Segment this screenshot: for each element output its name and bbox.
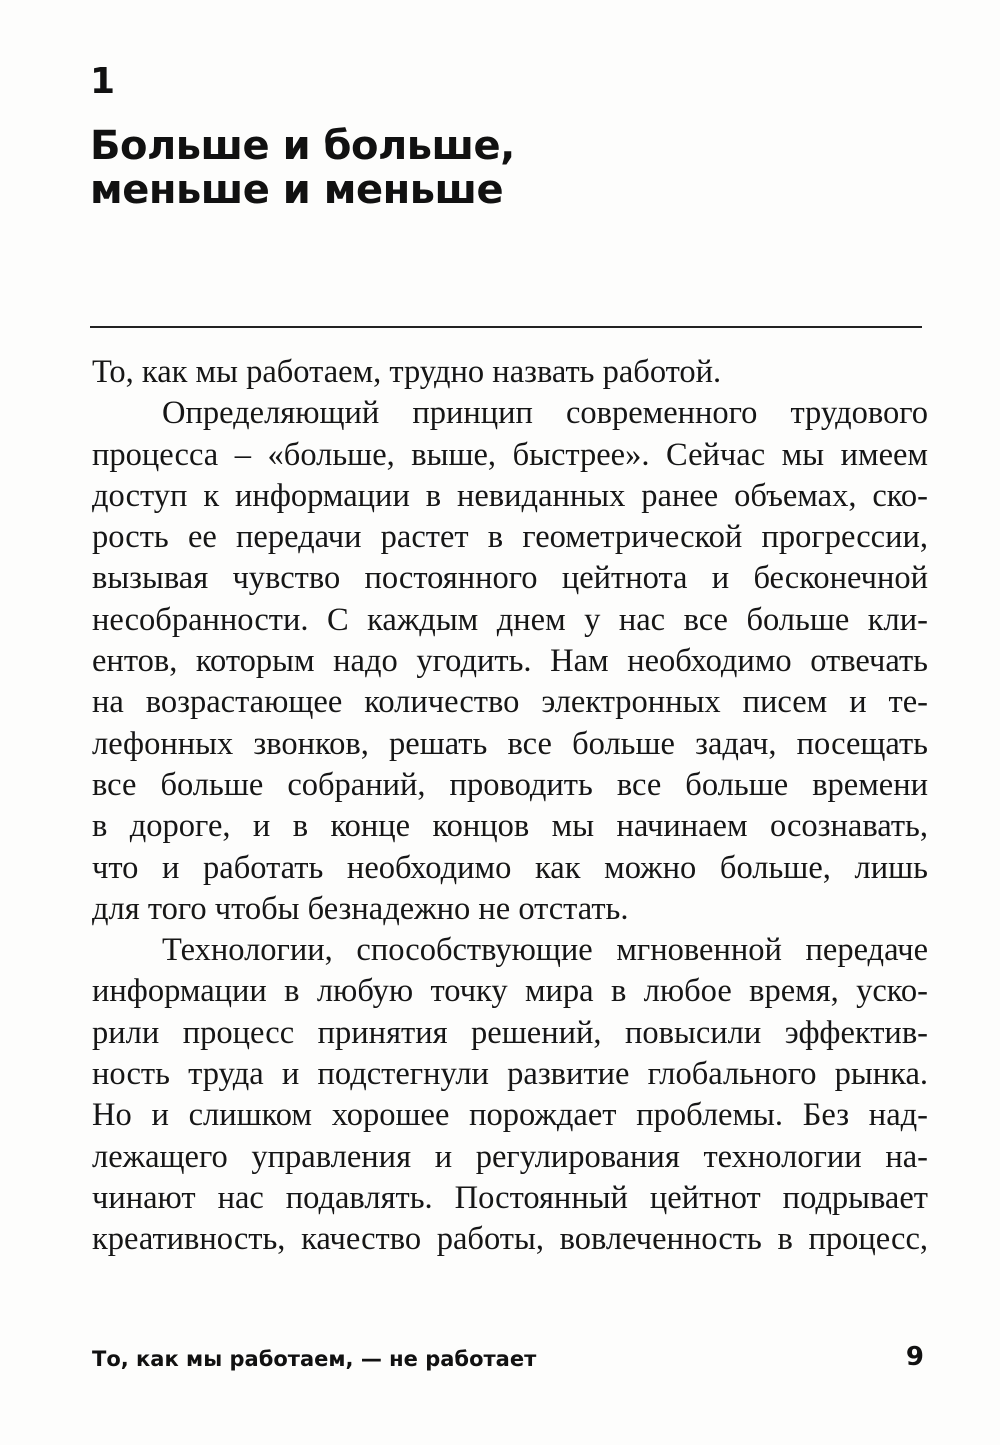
text-line: ентов, которым надо угодить. Нам необходимо отвечать	[92, 643, 928, 680]
text-line: все больше собраний, проводить все больше времени	[92, 766, 928, 803]
text-line: в дороге, и в конце концов мы начинаем осознавать,	[92, 808, 928, 845]
text-line: креативность, качество работы, вовлеченность в процесс,	[92, 1221, 928, 1258]
text-line: лежащего управления и регулирования технологии на-	[92, 1138, 928, 1175]
text-line: информации в любую точку мира в любое время, уско-	[92, 973, 928, 1010]
chapter-number: 1	[90, 61, 116, 102]
text-line: на возрастающее количество электронных писем и те-	[92, 684, 928, 721]
text-line: доступ к информации в невиданных ранее объемах, ско-	[92, 477, 928, 514]
text-line: вызывая чувство постоянного цейтнота и бесконечной	[92, 560, 928, 597]
text-line: рили процесс принятия решений, повысили эффектив-	[92, 1014, 928, 1051]
text-line: ность труда и подстегнули развитие глобального рынка.	[92, 1056, 928, 1093]
chapter-title-line: Больше и больше,	[90, 123, 515, 169]
text-line: несобранности. С каждым днем у нас все больше кли-	[92, 601, 928, 638]
text-line: лефонных звонков, решать все больше задач, посещать	[92, 725, 928, 762]
text-line: процесса – «больше, выше, быстрее». Сейчас мы имеем	[92, 436, 928, 473]
text-line: То, как мы работаем, трудно назвать работой.	[92, 354, 722, 390]
text-line: для того чтобы безнадежно не отстать.	[92, 890, 629, 927]
text-line: что и работать необходимо как можно больше, лишь	[92, 849, 928, 886]
text-line: рость ее передачи растет в геометрической прогрессии,	[92, 519, 928, 556]
page-number: 9	[905, 1342, 924, 1372]
chapter-title	[90, 124, 930, 212]
text-line: Определяющий принцип современного трудового	[162, 395, 928, 432]
chapter-divider	[90, 326, 922, 328]
chapter-title-line: меньше и меньше	[90, 167, 504, 213]
text-line: Технологии, способствующие мгновенной передаче	[162, 932, 928, 969]
text-line: чинают нас подавлять. Постоянный цейтнот подрывает	[92, 1179, 928, 1216]
running-footer-title: То, как мы работаем, — не работает	[92, 1347, 537, 1371]
text-line: Но и слишком хорошее порождает проблемы. Без над-	[92, 1097, 928, 1134]
body-text	[92, 352, 932, 1261]
